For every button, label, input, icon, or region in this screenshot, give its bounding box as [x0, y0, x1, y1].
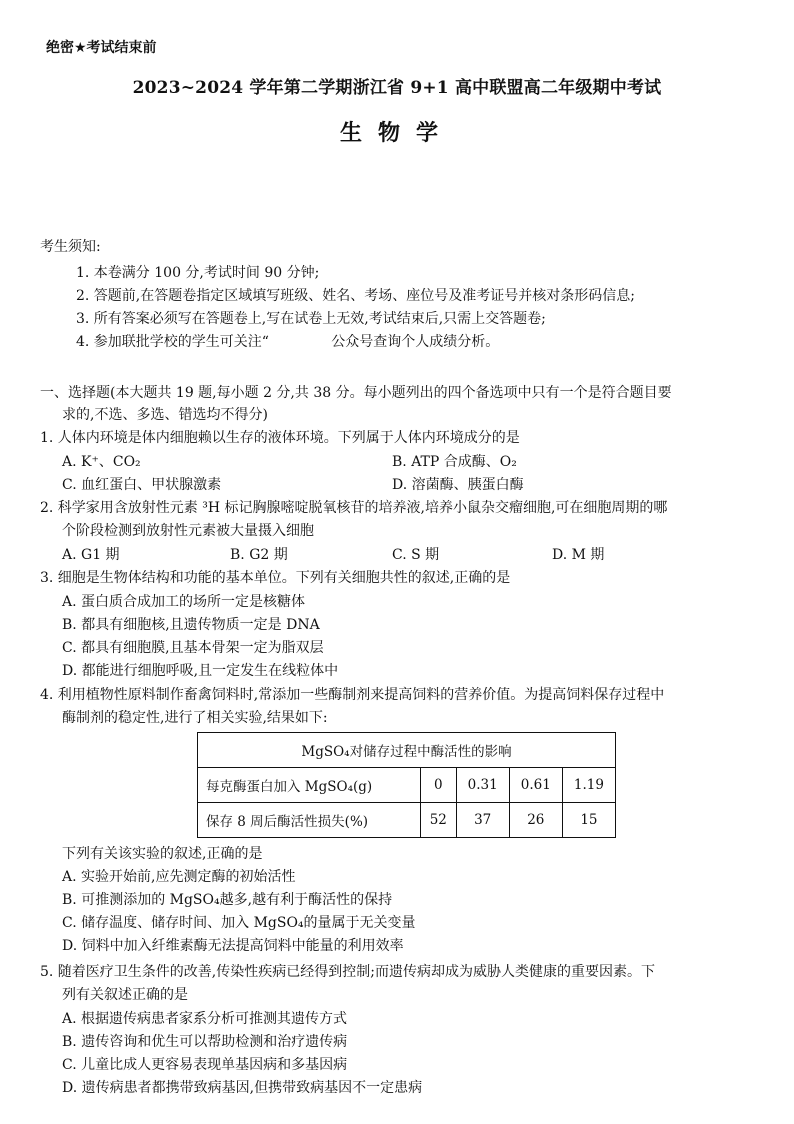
- table-caption: MgSO₄对储存过程中酶活性的影响: [198, 733, 616, 768]
- q5-stem-cont: 列有关叙述正确的是: [62, 987, 188, 1003]
- q2-stem-cont: 个阶段检测到放射性元素被大量摄入细胞: [62, 523, 314, 539]
- secret-label: 绝密★考试结束前: [46, 40, 157, 56]
- table-cell: 0.61: [509, 768, 562, 803]
- q5-stem: 5. 随着医疗卫生条件的改善,传染性疾病已经得到控制;而遗传病却成为威胁人类健康的重要因素。下: [40, 964, 655, 980]
- notice-item: 3. 所有答案必须写在答题卷上,写在试卷上无效,考试结束后,只需上交答题卷;: [76, 311, 546, 327]
- q5-option-a: A. 根据遗传病患者家系分析可推测其遗传方式: [62, 1011, 348, 1027]
- notice-item: 1. 本卷满分 100 分,考试时间 90 分钟;: [76, 265, 320, 281]
- table-cell: 26: [509, 803, 562, 838]
- row-label: 每克酶蛋白加入 MgSO₄(g): [198, 768, 421, 803]
- q1-stem: 1. 人体内环境是体内细胞赖以生存的液体环境。下列属于人体内环境成分的是: [40, 430, 520, 446]
- q2-option-d: D. M 期: [552, 547, 605, 563]
- q1-option-b: B. ATP 合成酶、O₂: [392, 454, 517, 470]
- table-row: [198, 768, 616, 803]
- q2-option-c: C. S 期: [392, 547, 440, 563]
- table-row: [198, 803, 616, 838]
- q2-option-b: B. G2 期: [230, 547, 288, 563]
- q4-option-b: B. 可推测添加的 MgSO₄越多,越有利于酶活性的保持: [62, 892, 393, 908]
- section-heading: 一、选择题(本大题共 19 题,每小题 2 分,共 38 分。每小题列出的四个备选项中只有一个是符合题目要: [40, 385, 672, 401]
- q4-stem-cont: 酶制剂的稳定性,进行了相关实验,结果如下:: [62, 710, 328, 726]
- subject-title: 生物学: [339, 121, 454, 146]
- q4-option-c: C. 储存温度、储存时间、加入 MgSO₄的量属于无关变量: [62, 915, 416, 931]
- q3-option-d: D. 都能进行细胞呼吸,且一定发生在线粒体中: [62, 663, 339, 679]
- enzyme-activity-table: [197, 732, 616, 838]
- q4-followup: 下列有关该实验的叙述,正确的是: [62, 846, 263, 862]
- table-cell: 37: [456, 803, 509, 838]
- table-cell: 0: [421, 768, 457, 803]
- table-cell: 15: [562, 803, 615, 838]
- exam-title: 2023~2024 学年第二学期浙江省 9+1 高中联盟高二年级期中考试: [132, 78, 662, 98]
- q3-option-a: A. 蛋白质合成加工的场所一定是核糖体: [62, 594, 306, 610]
- q1-option-c: C. 血红蛋白、甲状腺激素: [62, 477, 222, 493]
- q4-option-a: A. 实验开始前,应先测定酶的初始活性: [62, 869, 296, 885]
- q3-option-c: C. 都具有细胞膜,且基本骨架一定为脂双层: [62, 640, 324, 656]
- section-heading-cont: 求的,不选、多选、错选均不得分): [62, 407, 268, 423]
- q1-option-a: A. K⁺、CO₂: [62, 454, 141, 470]
- table-cell: 0.31: [456, 768, 509, 803]
- q3-option-b: B. 都具有细胞核,且遗传物质一定是 DNA: [62, 617, 320, 633]
- q5-option-b: B. 遗传咨询和优生可以帮助检测和治疗遗传病: [62, 1034, 348, 1050]
- q2-stem: 2. 科学家用含放射性元素 ³H 标记胸腺嘧啶脱氧核苷的培养液,培养小鼠杂交瘤细胞,可在细胞周期的哪: [40, 500, 668, 516]
- notice-item: 4. 参加联批学校的学生可关注“ 公众号查询个人成绩分析。: [76, 334, 500, 350]
- q1-option-d: D. 溶菌酶、胰蛋白酶: [392, 477, 524, 493]
- table-cell: 1.19: [562, 768, 615, 803]
- notice-title: 考生须知:: [40, 239, 101, 255]
- table-cell: 52: [421, 803, 457, 838]
- q5-option-c: C. 儿童比成人更容易表现单基因病和多基因病: [62, 1057, 348, 1073]
- row-label: 保存 8 周后酶活性损失(%): [198, 803, 421, 838]
- q5-option-d: D. 遗传病患者都携带致病基因,但携带致病基因不一定患病: [62, 1080, 423, 1096]
- q4-option-d: D. 饲料中加入纤维素酶无法提高饲料中能量的利用效率: [62, 938, 404, 954]
- q4-stem: 4. 利用植物性原料制作畜禽饲料时,常添加一些酶制剂来提高饲料的营养价值。为提高饲料保存过程中: [40, 687, 665, 703]
- q3-stem: 3. 细胞是生物体结构和功能的基本单位。下列有关细胞共性的叙述,正确的是: [40, 570, 511, 586]
- notice-item: 2. 答题前,在答题卷指定区域填写班级、姓名、考场、座位号及准考证号并核对条形码信息;: [76, 288, 635, 304]
- q2-option-a: A. G1 期: [62, 547, 120, 563]
